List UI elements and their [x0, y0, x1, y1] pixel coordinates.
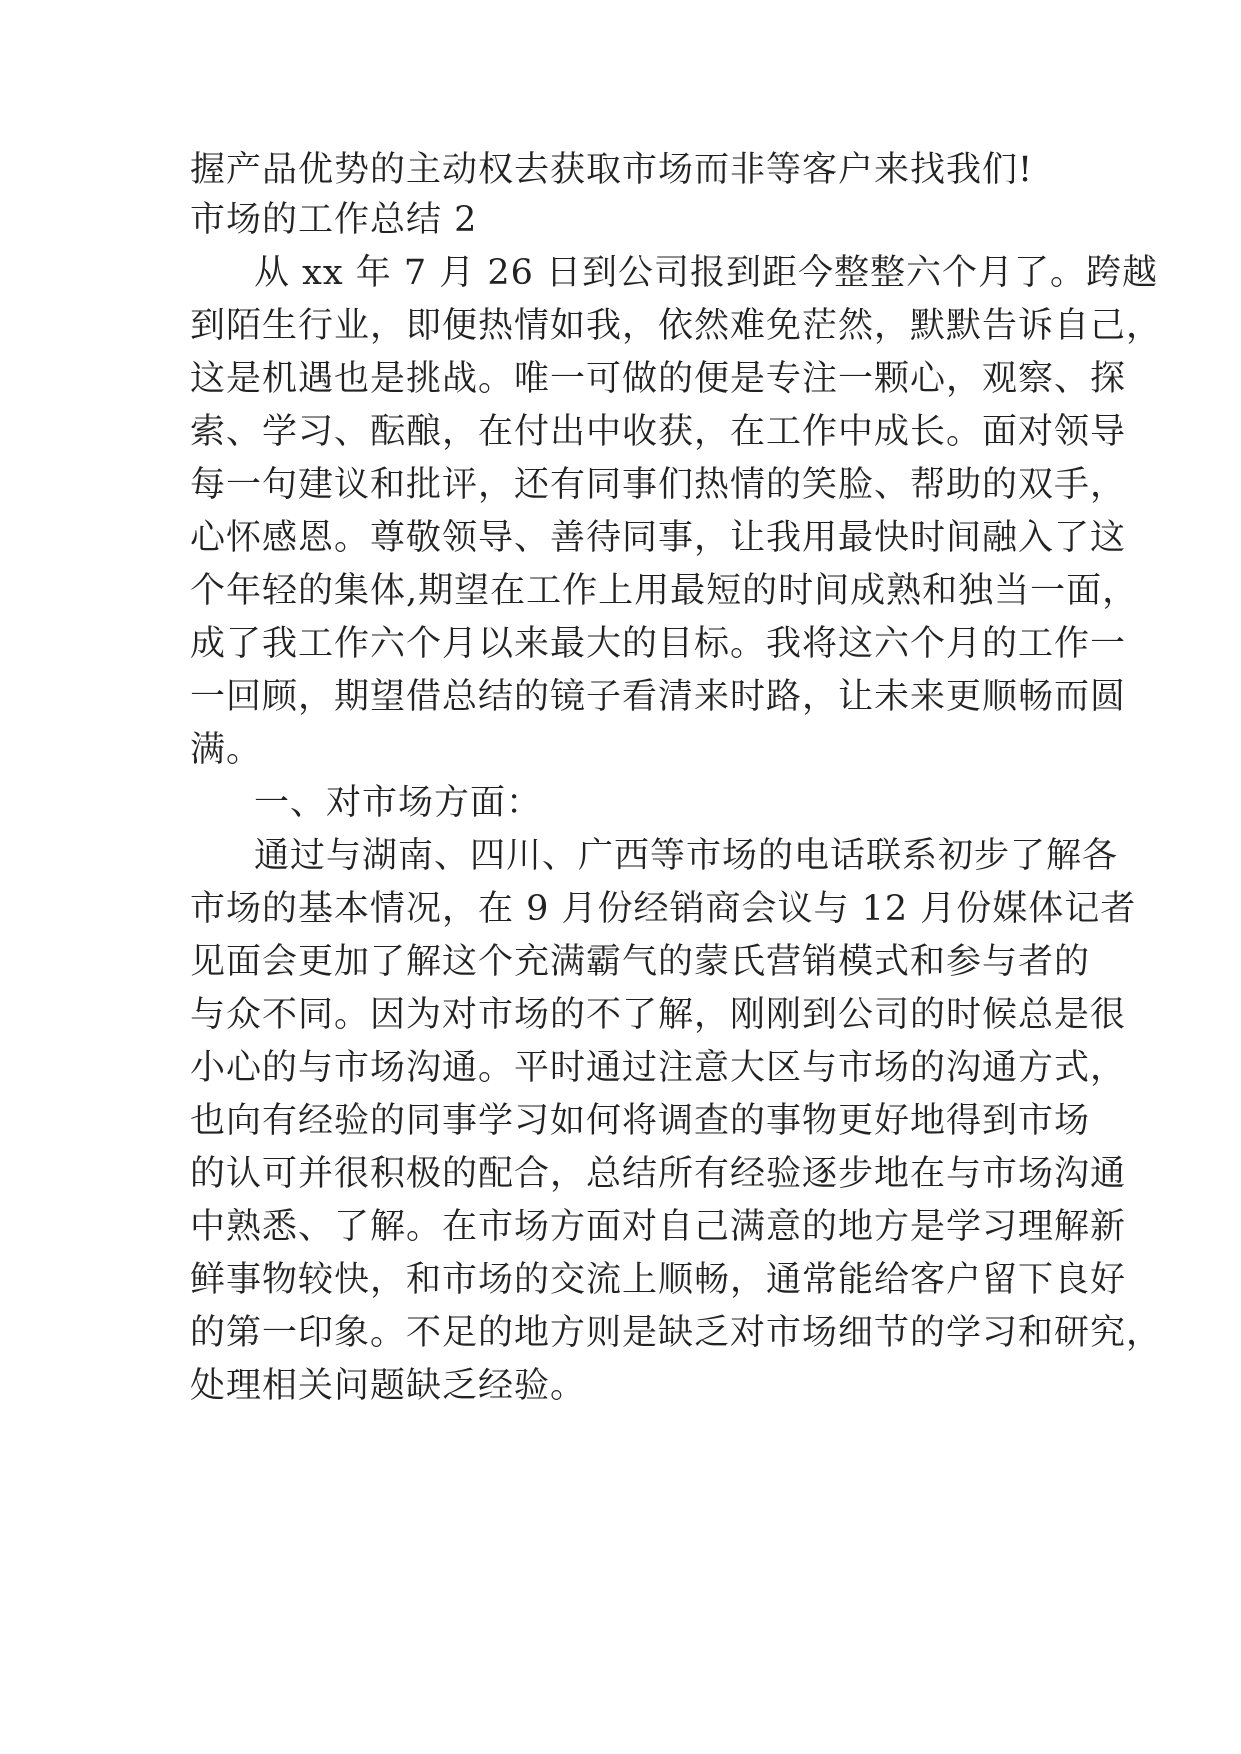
paragraph-line: 索、学习、酝酿，在付出中收获，在工作中成长。面对领导 — [190, 412, 1127, 452]
paragraph-line: 小心的与市场沟通。平时通过注意大区与市场的沟通方式， — [190, 1048, 1127, 1088]
paragraph-line: 也向有经验的同事学习如何将调查的事物更好地得到市场 — [190, 1101, 1091, 1141]
paragraph-line: 个年轻的集体,期望在工作上用最短的时间成熟和独当一面， — [190, 571, 1139, 611]
paragraph-line: 每一句建议和批评，还有同事们热情的笑脸、帮助的双手， — [190, 465, 1127, 505]
paragraph-line: 这是机遇也是挑战。唯一可做的便是专注一颗心，观察、探 — [190, 359, 1127, 399]
paragraph-line: 到陌生行业，即便热情如我，依然难免茫然，默默告诉自己， — [190, 306, 1163, 346]
paragraph-line: 心怀感恩。尊敬领导、善待同事，让我用最快时间融入了这 — [190, 518, 1127, 558]
paragraph-line: 见面会更加了解这个充满霸气的蒙氏营销模式和参与者的 — [190, 942, 1091, 982]
paragraph-line: 中熟悉、了解。在市场方面对自己满意的地方是学习理解新 — [190, 1207, 1127, 1247]
paragraph-line: 与众不同。因为对市场的不了解，刚刚到公司的时候总是很 — [190, 995, 1127, 1035]
paragraph-line: 一回顾，期望借总结的镜子看清来时路，让未来更顺畅而圆 — [190, 677, 1127, 717]
paragraph-line: 满。 — [190, 730, 263, 770]
paragraph-line: 市场的基本情况，在 9 月份经销商会议与 12 月份媒体记者 — [190, 889, 1137, 929]
section-title: 市场的工作总结 2 — [190, 200, 478, 240]
paragraph-line: 鲜事物较快，和市场的交流上顺畅，通常能给客户留下良好 — [190, 1260, 1127, 1300]
paragraph-line: 从 xx 年 7 月 26 日到公司报到距今整整六个月了。跨越 — [254, 253, 1159, 293]
paragraph-line: 的认可并很积极的配合，总结所有经验逐步地在与市场沟通 — [190, 1154, 1127, 1194]
carryover-line: 握产品优势的主动权去获取市场而非等客户来找我们! — [190, 150, 1034, 190]
paragraph-line: 处理相关问题缺乏经验。 — [190, 1366, 587, 1406]
paragraph-line: 通过与湖南、四川、广西等市场的电话联系初步了解各 — [254, 836, 1119, 876]
paragraph-line: 成了我工作六个月以来最大的目标。我将这六个月的工作一 — [190, 624, 1127, 664]
paragraph-line: 的第一印象。不足的地方则是缺乏对市场细节的学习和研究， — [190, 1313, 1163, 1353]
section-heading: 一、对市场方面： — [254, 783, 543, 823]
